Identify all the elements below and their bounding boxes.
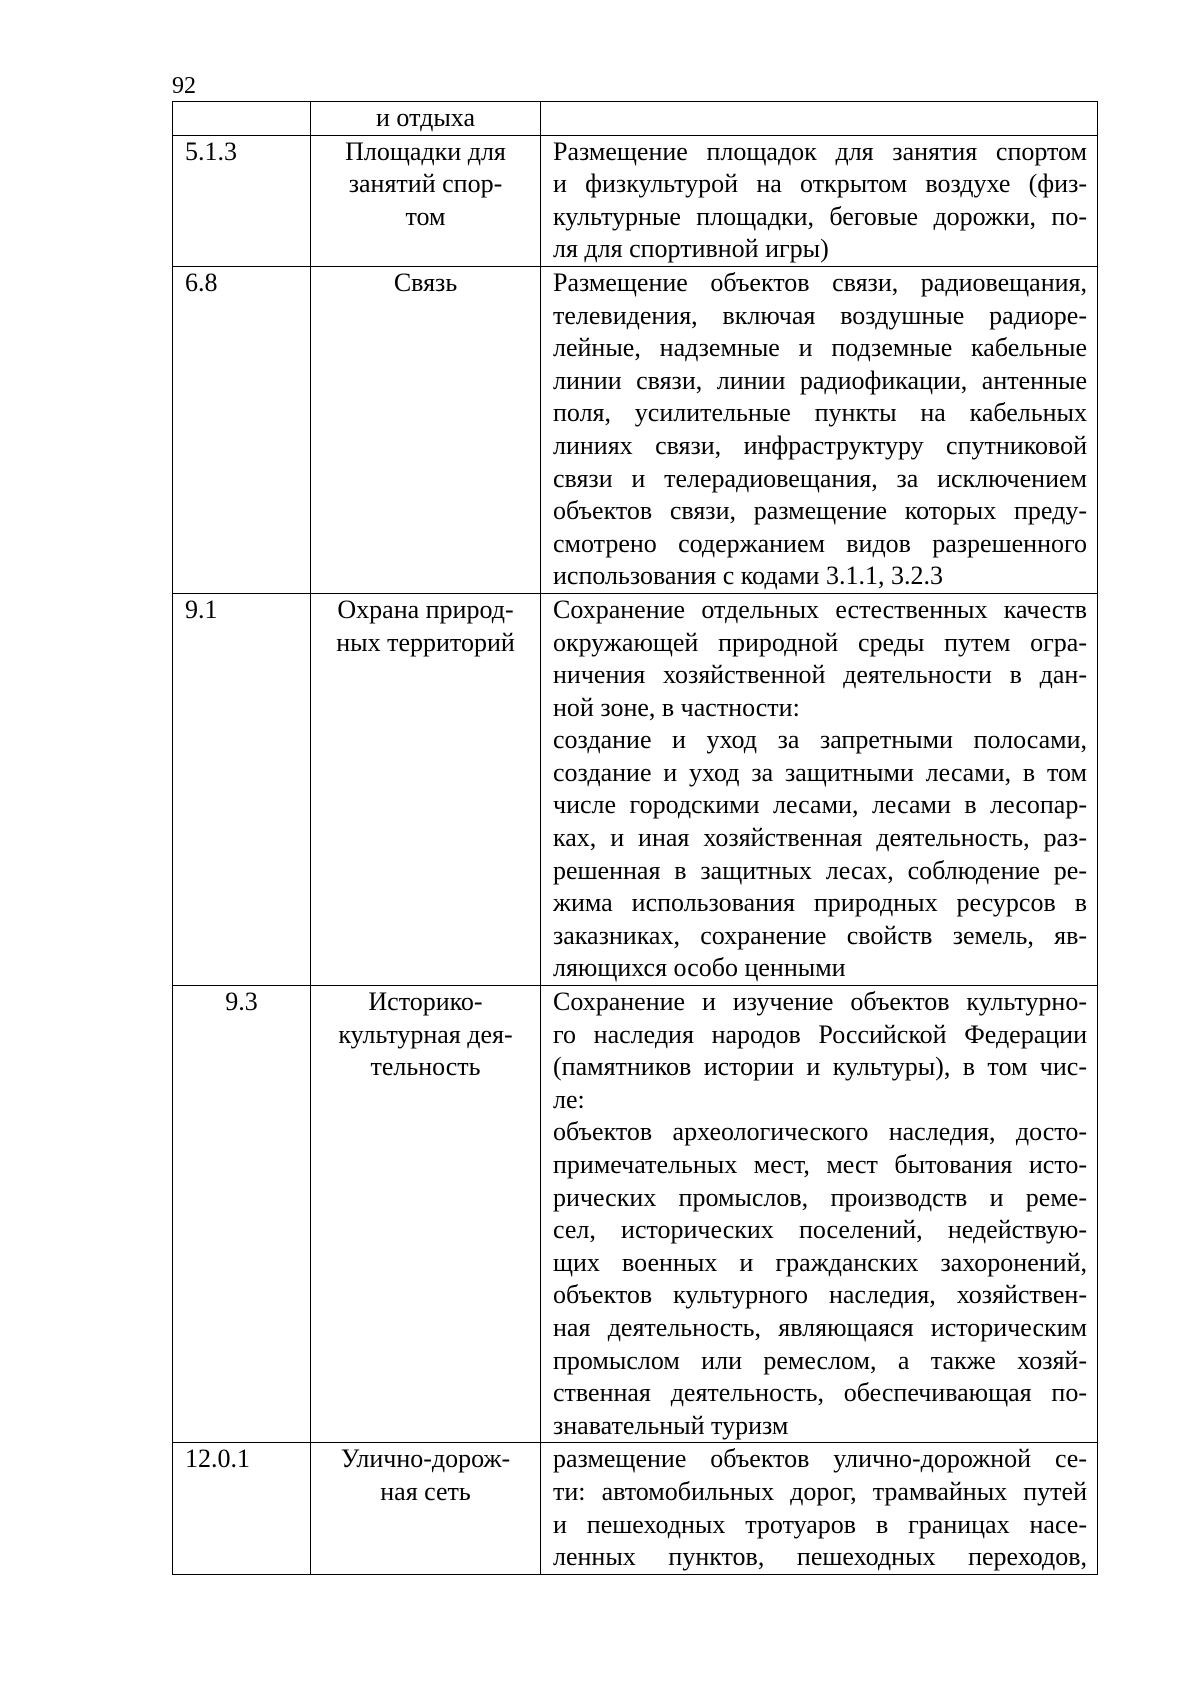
description-line: поля, усилительные пункты на кабельных <box>553 398 1087 428</box>
description-cell <box>541 135 1098 266</box>
code-cell <box>173 266 311 593</box>
description-line: объектов культурного наследия, хозяйствен- <box>553 1280 1087 1310</box>
description-line: Размещение площадок для занятия спортом <box>553 136 1087 166</box>
name-cell <box>311 986 541 1443</box>
code-cell <box>173 1443 311 1574</box>
description-cell <box>541 986 1098 1443</box>
description-line: ственная деятельность, обеспечивающая по- <box>553 1378 1087 1408</box>
table-row <box>173 1443 1098 1574</box>
description-line: создание и уход за защитными лесами, в том <box>553 757 1087 787</box>
description-cell <box>541 266 1098 593</box>
description-line: телевидения, включая воздушные радиоре- <box>553 300 1087 330</box>
description-line: Сохранение и изучение объектов культурно- <box>553 987 1087 1017</box>
code-cell <box>173 102 311 136</box>
description-line: линии связи, линии радиофикации, антенные <box>553 365 1087 395</box>
code-text: 12.0.1 <box>185 1444 250 1474</box>
description-line: ная деятельность, являющаяся историческим <box>553 1312 1087 1342</box>
description-line: (памятников истории и культуры), в том чис- <box>553 1052 1087 1082</box>
name-line: тельность <box>370 1052 481 1082</box>
description-line: смотрено содержанием видов разрешенного <box>553 528 1087 558</box>
description-cell <box>541 1443 1098 1574</box>
table-row <box>173 266 1098 593</box>
name-cell <box>311 593 541 985</box>
description-line: Сохранение отдельных естественных качеств <box>553 594 1087 624</box>
description-line: ляющихся особо ценными <box>553 953 846 983</box>
name-line: ная сеть <box>380 1476 471 1506</box>
description-line: заказниках, сохранение свойств земель, яв- <box>553 920 1087 950</box>
name-cell <box>311 135 541 266</box>
land-use-table <box>172 101 1098 1575</box>
code-text: 9.1 <box>185 594 218 624</box>
description-line: размещение объектов улично-дорожной се- <box>553 1444 1087 1474</box>
description-line: объектов связи, размещение которых преду- <box>553 496 1087 526</box>
code-text: 5.1.3 <box>185 136 237 166</box>
description-line: ничения хозяйственной деятельности в дан- <box>553 660 1087 690</box>
description-line: ле: <box>553 1084 585 1114</box>
name-cell <box>311 102 541 136</box>
description-line: промыслом или ремеслом, а также хозяй- <box>553 1345 1087 1375</box>
name-line: ных территорий <box>336 627 515 657</box>
description-line: использования с кодами 3.1.1, 3.2.3 <box>553 561 943 591</box>
name-line: и отдыха <box>376 103 475 132</box>
name-line: Историко- <box>368 987 483 1017</box>
description-line: знавательный туризм <box>553 1410 789 1440</box>
description-line: рических промыслов, производств и реме- <box>553 1182 1087 1212</box>
table-row <box>173 102 1098 136</box>
name-line: культурная дея- <box>338 1019 513 1049</box>
description-line: культурные площадки, беговые дорожки, по- <box>553 201 1087 231</box>
description-line: связи и телерадиовещания, за исключением <box>553 463 1087 493</box>
name-line: том <box>405 201 446 231</box>
code-cell <box>173 593 311 985</box>
description-line: ках, и иная хозяйственная деятельность, раз- <box>553 823 1087 853</box>
description-line: решенная в защитных лесах, соблюдение ре- <box>553 855 1087 885</box>
table-row <box>173 593 1098 985</box>
name-line: Площадки для <box>345 136 506 166</box>
description-line: окружающей природной среды путем огра- <box>553 627 1087 657</box>
description-line: создание и уход за запретными полосами, <box>553 725 1087 755</box>
name-line: Улично-дорож- <box>340 1444 511 1474</box>
description-line: ленных пунктов, пешеходных переходов, <box>553 1542 1087 1572</box>
description-line: числе городскими лесами, лесами в лесопар- <box>553 790 1087 820</box>
name-line: занятий спор- <box>348 169 503 199</box>
code-cell <box>173 135 311 266</box>
description-line: объектов археологического наследия, досто- <box>553 1117 1087 1147</box>
page-number: 92 <box>172 73 196 99</box>
code-text: 6.8 <box>185 267 218 297</box>
description-line: лейные, надземные и подземные кабельные <box>553 333 1087 363</box>
code-cell <box>173 986 311 1443</box>
description-line: ти: автомобильных дорог, трамвайных путей <box>553 1476 1087 1506</box>
description-line: Размещение объектов связи, радиовещания, <box>553 267 1087 297</box>
description-cell <box>541 102 1098 136</box>
description-line: и пешеходных тротуаров в границах насе- <box>553 1509 1087 1539</box>
name-cell <box>311 1443 541 1574</box>
table-row <box>173 135 1098 266</box>
description-line: ной зоне, в частности: <box>553 692 800 722</box>
description-line: го наследия народов Российской Федерации <box>553 1019 1087 1049</box>
code-text: 9.3 <box>225 987 258 1017</box>
description-line: ля для спортивной игры) <box>553 234 829 264</box>
description-line: и физкультурой на открытом воздухе (физ- <box>553 169 1087 199</box>
description-line: щих военных и гражданских захоронений, <box>553 1247 1087 1277</box>
name-line: Охрана природ- <box>337 594 514 624</box>
description-line: линиях связи, инфраструктуру спутниковой <box>553 430 1087 460</box>
description-line: сел, исторических поселений, недействую- <box>553 1215 1087 1245</box>
table-row <box>173 986 1098 1443</box>
name-line: Связь <box>393 267 458 297</box>
name-cell <box>311 266 541 593</box>
description-line: жима использования природных ресурсов в <box>553 888 1087 918</box>
description-line: примечательных мест, мест бытования исто- <box>553 1150 1087 1179</box>
description-cell <box>541 593 1098 985</box>
